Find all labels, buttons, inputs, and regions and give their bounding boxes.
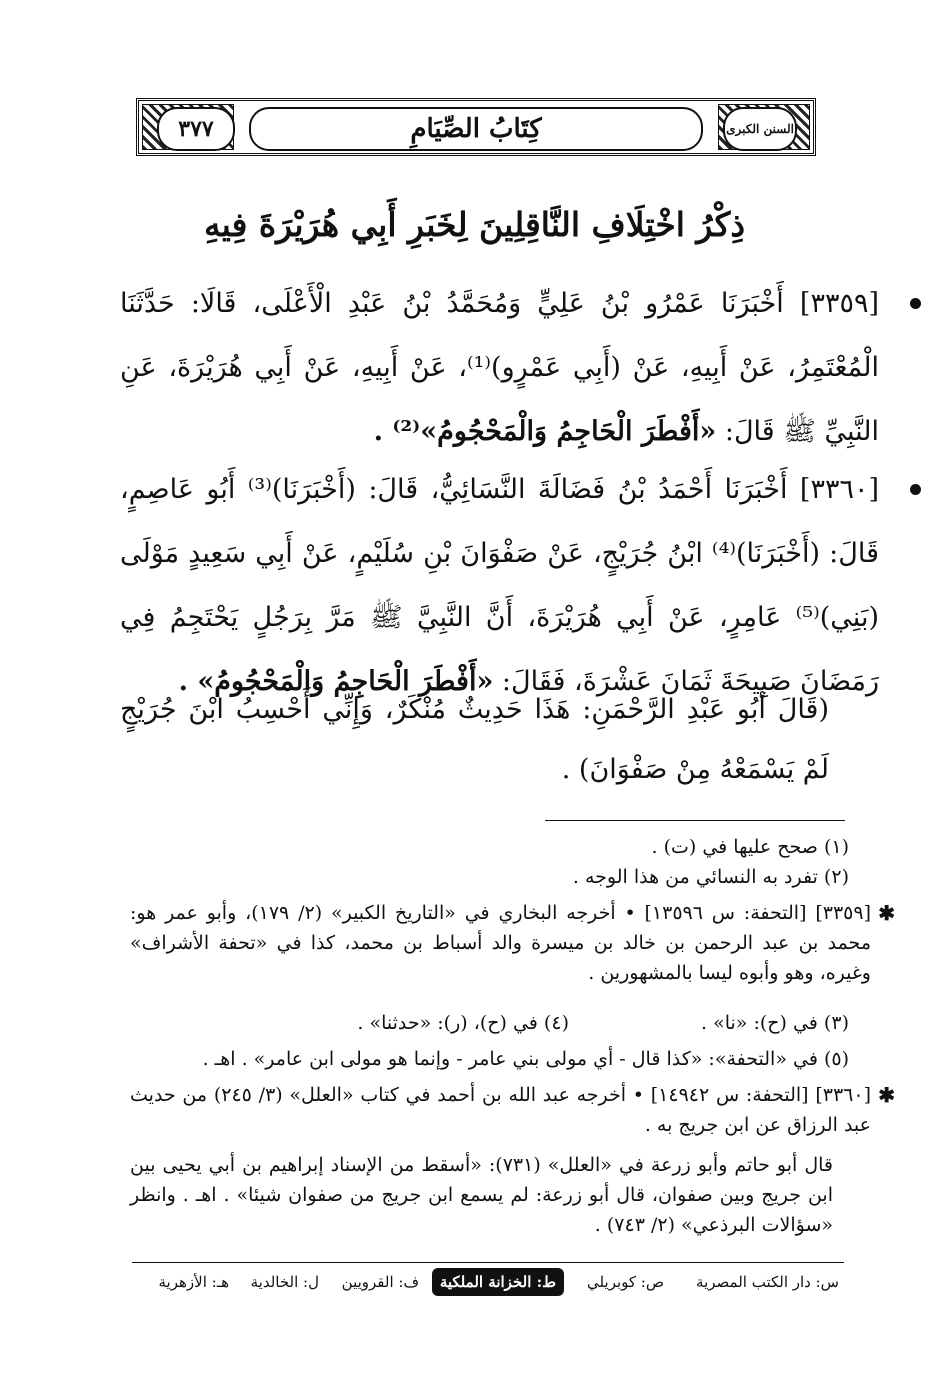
hadith-text: [٣٣٦٠] أَخْبَرَنَا أَحْمَدُ بْنُ فَضَالَةَ النَّسَائِيُّ، قَالَ: (أَخْبَرَنَا)⁽³⁾ أَبُو عَاصِمٍ، قَالَ: (أَخْبَرَنَا)⁽⁴⁾ ابْنُ جُرَيْجٍ، عَنْ صَفْوَانَ بْنِ سُلَيْمٍ، عَنْ أَبِي سَعِيدٍ مَوْلَى (بَنِي)⁽⁵⁾ عَامِرٍ، عَنْ أَبِي هُرَيْرَةَ، أَنَّ النَّبِيَّ ﷺ مَرَّ بِرَجُلٍ يَحْتَجِمُ فِي رَمَضَانَ صَبِيحَةَ ثَمَانَ عَشْرَةَ، فَقَالَ: bbox=[120, 474, 879, 697]
bullet-icon bbox=[910, 484, 921, 495]
asterisk-icon: ✱ bbox=[878, 1083, 895, 1107]
book-title: كِتَابُ الصِّيَامِ bbox=[249, 107, 703, 151]
sigla-sad: ص: كوبريلي bbox=[587, 1273, 664, 1291]
bullet-icon bbox=[910, 298, 921, 309]
section-title: ذِكْرُ اخْتِلَافِ النَّاقِلِينَ لِخَبَرِ أَبِي هُرَيْرَةَ فِيهِ bbox=[203, 205, 746, 244]
emblem-logo: السنن الكبرى bbox=[723, 107, 797, 151]
footnote-divider bbox=[545, 820, 845, 821]
footnote-4: (٤) في (ح)، (ر): «حدثنا» . bbox=[357, 1012, 569, 1034]
sigla-ta: ط: الخزانة الملكية bbox=[432, 1268, 564, 1296]
asterisk-icon: ✱ bbox=[878, 901, 895, 925]
sigla-lam: ل: الخالدية bbox=[250, 1273, 319, 1291]
takhrij-3359 bbox=[130, 898, 895, 988]
footnote-5: (٥) في «التحفة»: «كذا قال - أي مولى بني عامر - وإنما هو مولى ابن عامر» . اهـ . bbox=[202, 1048, 849, 1070]
footnote-3: (٣) في (ح): «نا» . bbox=[701, 1012, 849, 1034]
takhrij-3360 bbox=[130, 1080, 895, 1140]
hadith-3359 bbox=[120, 272, 879, 464]
page-header bbox=[136, 98, 816, 156]
manuscript-sigla bbox=[150, 1268, 839, 1296]
sigla-fa: ف: القرويين bbox=[341, 1273, 419, 1291]
footnote-2: (٢) تفرد به النسائي من هذا الوجه . bbox=[572, 866, 849, 888]
sigla-divider bbox=[132, 1262, 844, 1263]
takhrij-text: [٣٣٥٩] [التحفة: س ١٣٥٩٦] • أخرجه البخاري في «التاريخ الكبير» (٢/ ١٧٩)، وأبو عمر هو: محمد بن عبد الرحمن بن خالد بن ميسرة والد أسباط بن محمد، كذا في «تحفة الأشراف» وغيره، وهو وأبوه ليسا بالمشهورين . bbox=[130, 902, 871, 984]
sigla-ha: هـ: الأزهرية bbox=[158, 1273, 229, 1291]
author-comment: (قَالَ أَبُو عَبْدِ الرَّحْمَنِ: هَذَا حَدِيثٌ مُنْكَرٌ، وَإِنِّي أَحْسِبُ ابْنَ جُرَيْجٍ لَمْ يَسْمَعْهُ مِنْ صَفْوَانَ) . bbox=[120, 694, 829, 785]
hadith-text: [٣٣٥٩] أَخْبَرَنَا عَمْرُو بْنُ عَلِيٍّ وَمُحَمَّدُ بْنُ عَبْدِ الْأَعْلَى، قَالَا: حَدَّثَنَا الْمُعْتَمِرُ، عَنْ أَبِيهِ، عَنْ (أَبِي عَمْرٍو)⁽¹⁾، عَنْ أَبِيهِ، عَنْ أَبِي هُرَيْرَةَ، عَنِ النَّبِيِّ ﷺ قَالَ: bbox=[120, 288, 879, 447]
footnote-1: (١) صحح عليها في (ت) . bbox=[651, 836, 849, 858]
hadith-saying: «أَفْطَرَ الْحَاجِمُ وَالْمَحْجُومُ»⁽²⁾ . bbox=[373, 416, 717, 447]
page-number: ٣٧٧ bbox=[157, 107, 235, 151]
takhrij-3360-cont: قال أبو حاتم وأبو زرعة في «العلل» (٧٣١): «أسقط من الإسناد إبراهيم بن أبي يحيى بين ابن جريج وبين صفوان، قال أبو زرعة: لم يسمع ابن جريج من صفوان شيئا» . اهـ . وانظر «سؤالات البرذعي» (٢/ ٧٤٣) . bbox=[130, 1154, 834, 1236]
hadith-3360 bbox=[120, 458, 879, 714]
takhrij-text: [٣٣٦٠] [التحفة: س ١٤٩٤٢] • أخرجه عبد الله بن أحمد في كتاب «العلل» (٣/ ٢٤٥) من حديث عبد الرزاق عن ابن جريج به . bbox=[130, 1084, 871, 1136]
sigla-s: س: دار الكتب المصرية bbox=[696, 1273, 839, 1291]
hadith-saying: «أَفْطَرَ الْحَاجِمُ وَالْمَحْجُومُ» . bbox=[178, 666, 494, 697]
